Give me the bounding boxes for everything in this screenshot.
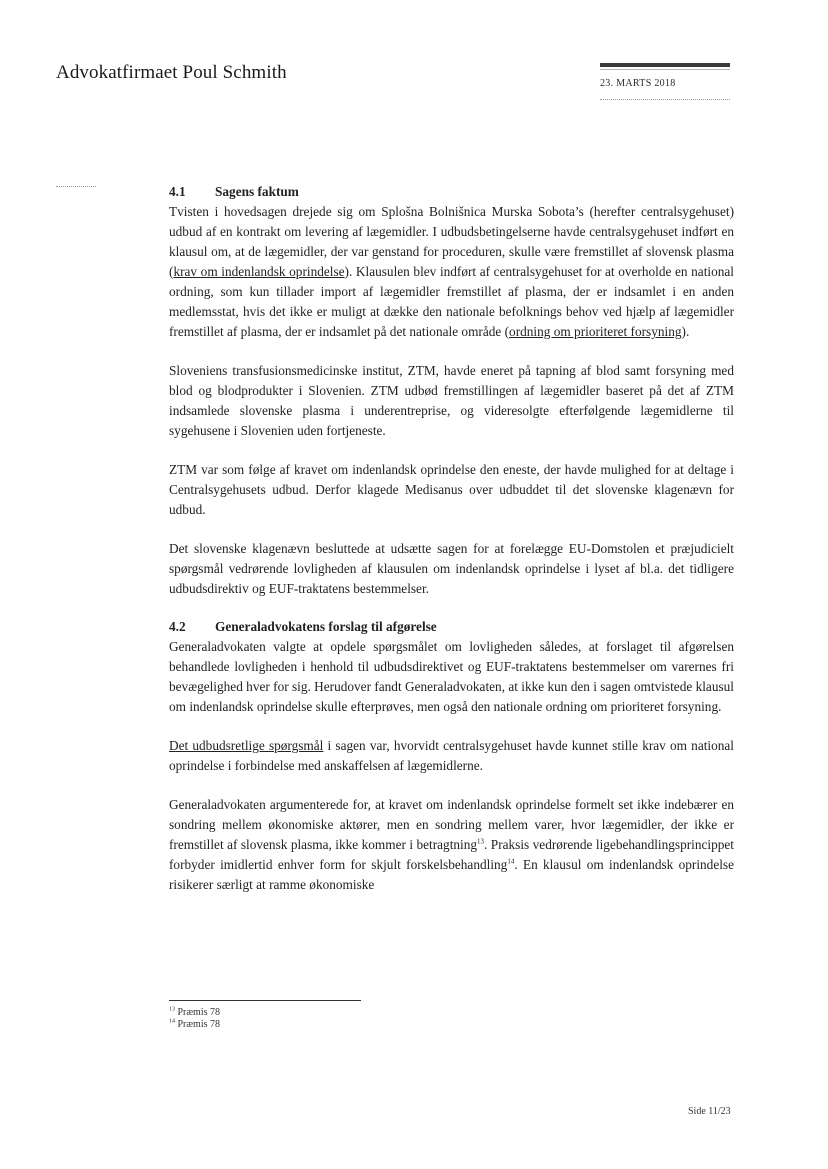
paragraph: Sloveniens transfusionsmedicinske institut, ZTM, havde eneret på tapning af blod samt forsyning med blod og blodprodukter i Slovenien. ZTM udbød fremstillingen af lægemidler baseret på det af ZTM indsamlede slovenske plasma i underentreprise, og videresolgte efterfølgende lægemidlerne til sygehusene i Slovenien uden fortjeneste.: [169, 363, 734, 438]
section-number: 4.1: [169, 184, 186, 199]
body-content: [169, 182, 734, 895]
footnote-text: Præmis 78: [177, 1007, 221, 1018]
paragraph: Det slovenske klagenævn besluttede at udsætte sagen for at forelægge EU-Domstolen et præjudicielt spørgsmål vedrørende lovligheden af klausulen om indenlandsk oprindelse i lyset af bl.a. det tidligere udbudsdirektiv og EUF-traktatens bestemmelser.: [169, 541, 734, 596]
section-title: Generaladvokatens forslag til afgørelse: [215, 619, 437, 634]
page-number: Side 11/23: [688, 1106, 731, 1117]
text-run: . Praksis vedrørende ligebehandlingsprincippet forbyder imidlertid enhver form for skjult forskelsbehandling: [169, 837, 734, 872]
paragraph: [169, 795, 734, 895]
footnote-reference[interactable]: 14: [507, 857, 515, 866]
text-run: Generaladvokaten argumenterede for, at kravet om indenlandsk oprindelse formelt set ikke indebærer en sondring mellem økonomiske aktører, men en sondring mellem varer, hvor lægemidler, der ikke er fremstillet af slovensk plasma, ikke kommer i betragtning: [169, 797, 734, 852]
section-heading-4-2: [169, 617, 734, 637]
text-run: i sagen var, hvorvidt centralsygehuset havde kunnet stille krav om national oprindelse i forbindelse med anskaffelsen af lægemidlerne.: [169, 738, 735, 773]
footnote-text: Præmis 78: [177, 1019, 221, 1030]
defined-term-link[interactable]: ordning om prioriteret forsyning: [509, 324, 682, 339]
firm-name: Advokatfirmaet Poul Schmith: [56, 62, 287, 83]
text-run: . En klausul om indenlandsk oprindelse risikerer særligt at ramme økonomiske: [169, 857, 734, 892]
text-run: Tvisten i hovedsagen drejede sig om Splošna Bolnišnica Murska Sobota’s (herefter centralsygehuset) udbud af en kontrakt om levering af lægemidler. I udbudsbetingelserne havde centralsygehuset indført en klausul om, at de lægemidler, der var genstand for proceduren, skulle være fremstillet af slovensk plasma (: [169, 204, 734, 279]
date-underline: [600, 99, 730, 100]
paragraph: [169, 736, 734, 776]
footnote-separator: [169, 1000, 361, 1001]
paragraph: Generaladvokaten valgte at opdele spørgsmålet om lovligheden således, at forslaget til afgørelsen behandlede lovligheden i henhold til udbudsdirektivet og EUF-traktatens bestemmelser om varernes fri bevægelighed hver for sig. Herudover fandt Generaladvokaten, at ikke kun den i sagen omtvistede klausul om indenlandsk oprindelse skulle efterprøves, men også den nationale ordning om prioriteret forsyning.: [169, 639, 734, 714]
defined-term-link[interactable]: Det udbudsretlige spørgsmål: [169, 738, 324, 753]
paragraph: ZTM var som følge af kravet om indenlandsk oprindelse den eneste, der havde mulighed for at deltage i Centralsygehusets udbud. Derfor klagede Medisanus over udbuddet til det slovenske klagenævn for udbud.: [169, 462, 734, 517]
footnotes: [169, 1007, 220, 1031]
header-rule-thin: [600, 69, 730, 70]
defined-term-link[interactable]: krav om indenlandsk oprindelse: [173, 264, 345, 279]
text-run: ). Klausulen blev indført af centralsygehuset for at overholde en national ordning, som kun tillader import af lægemidler fremstillet af plasma, der er indsamlet i en anden medlemsstat, hvis det ikke er muligt at dække den nationale befolknings behov ved hjælp af lægemidler fremstillet af plasma, der er indsamlet på det nationale område (: [169, 264, 734, 339]
footnote-reference[interactable]: 13: [477, 837, 485, 846]
text-run: ).: [681, 324, 690, 339]
footnote-number: 14: [169, 1018, 175, 1025]
header-rule: [600, 63, 730, 67]
footnote-number: 13: [169, 1006, 175, 1013]
document-date: 23. MARTS 2018: [600, 78, 676, 89]
section-heading-4-1: [169, 182, 734, 202]
footnote: [169, 1007, 220, 1019]
section-number: 4.2: [169, 619, 186, 634]
paragraph: [169, 202, 734, 342]
margin-marker: [56, 186, 96, 187]
section-title: Sagens faktum: [215, 184, 299, 199]
footnote: [169, 1019, 220, 1031]
